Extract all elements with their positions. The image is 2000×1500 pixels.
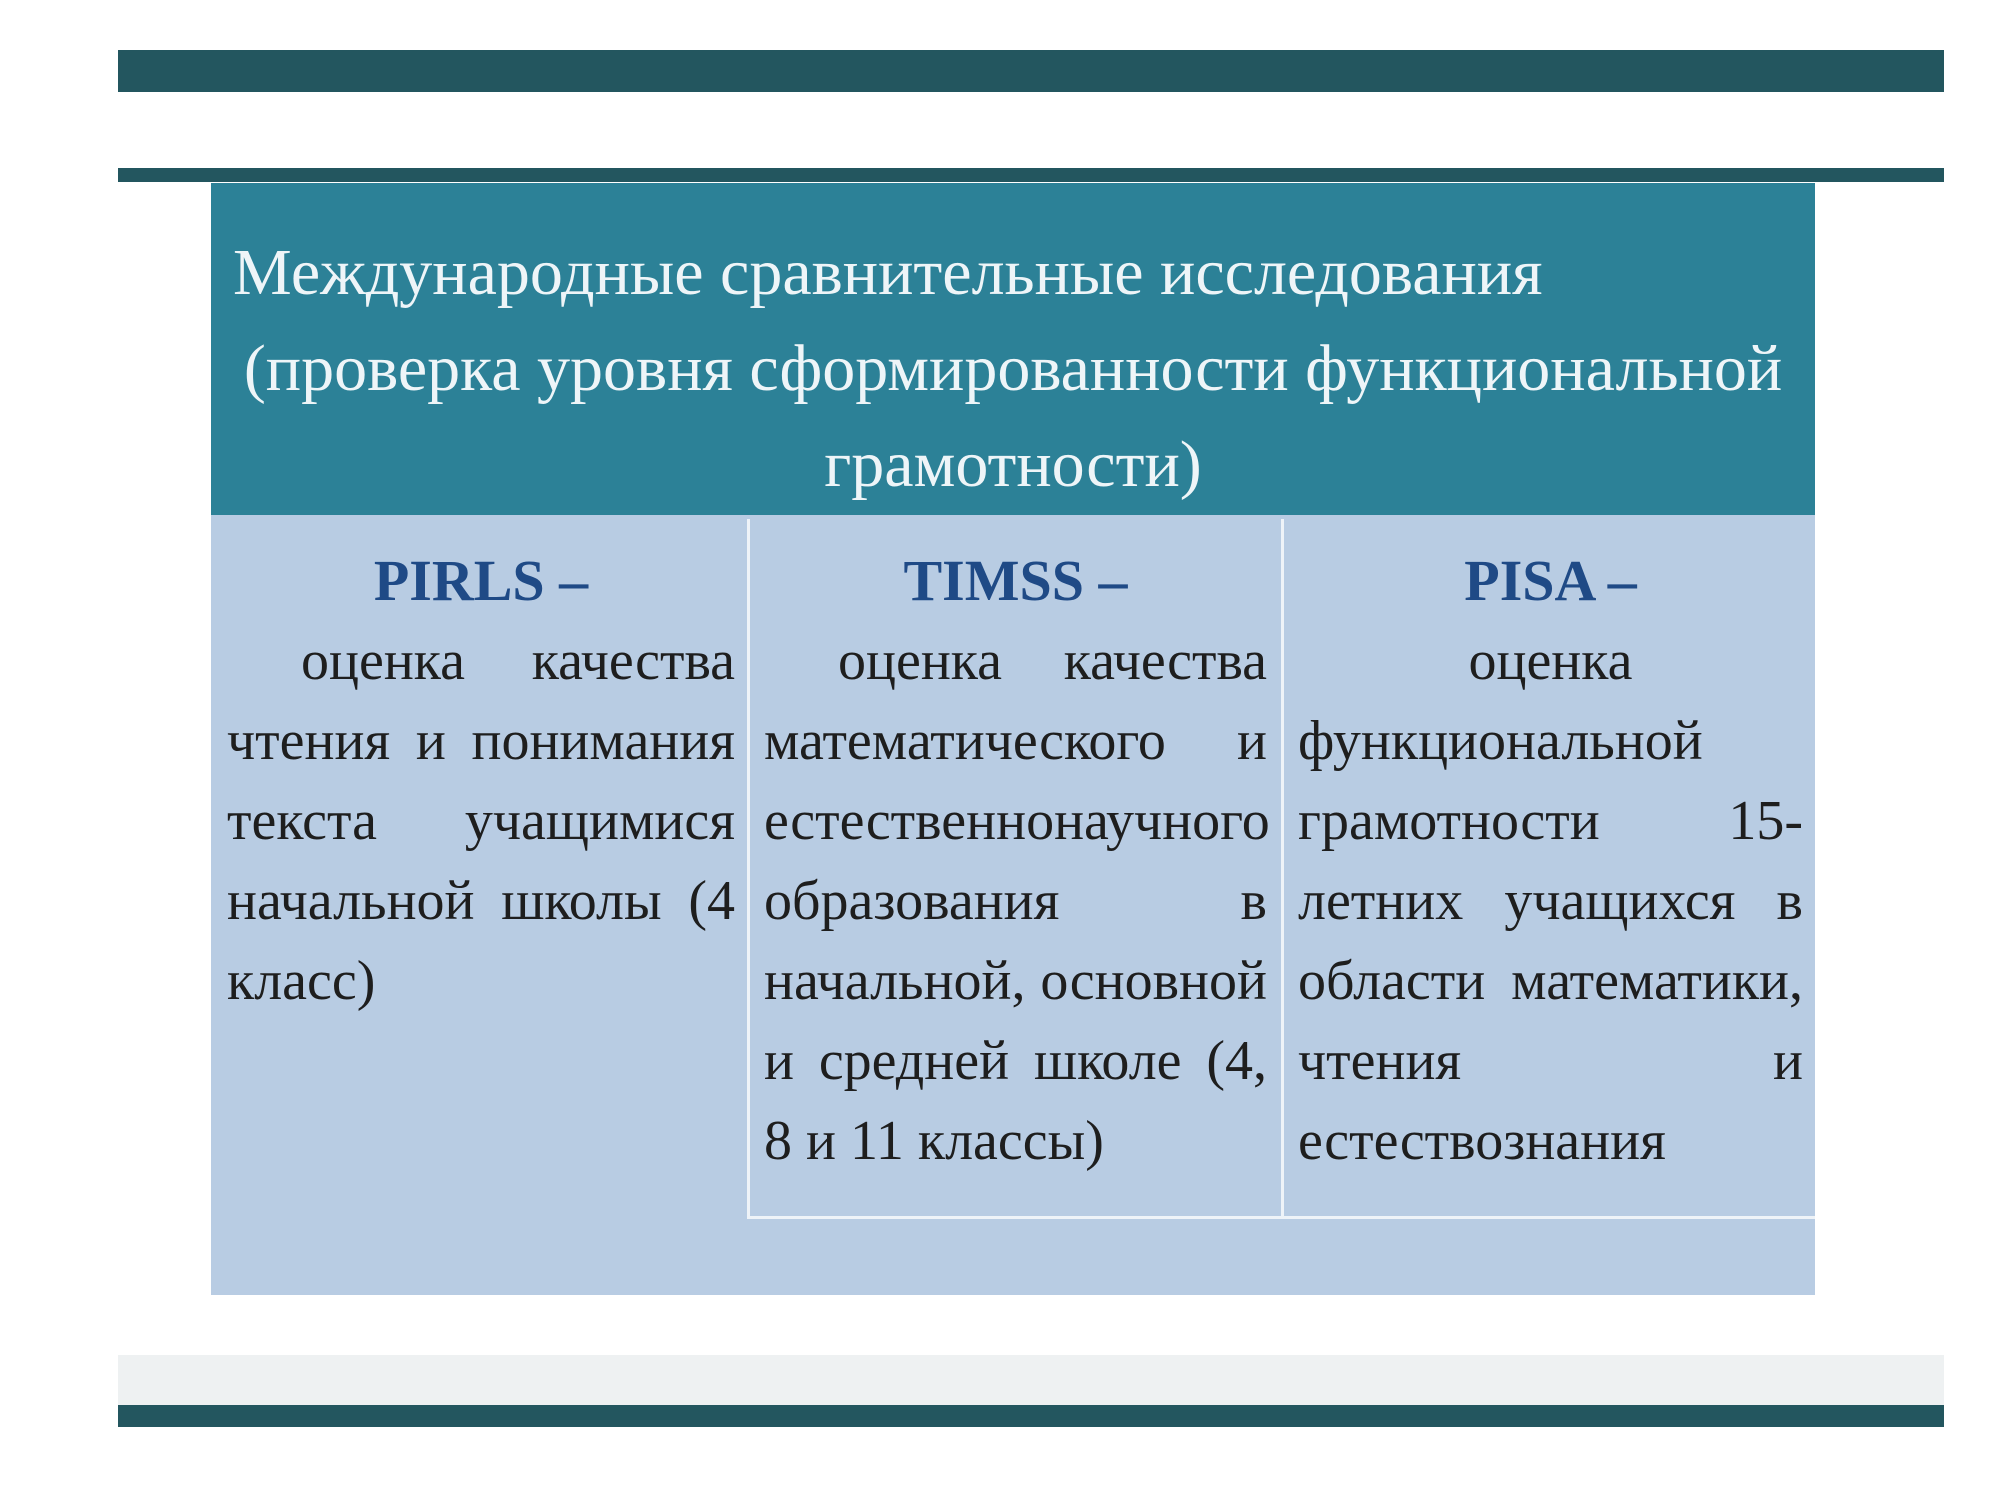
- column-timss: [747, 519, 1279, 1219]
- column-pirls: [211, 519, 745, 1021]
- header-line-2: (проверка уровня сформированности функциональной: [243, 332, 1783, 405]
- column-body-timss: [764, 621, 1270, 1181]
- header-line-3: грамотности): [824, 428, 1202, 501]
- bottom-accent-bar: [118, 1405, 1944, 1427]
- bottom-light-band: [118, 1355, 1944, 1405]
- column-text-pirls: оценка качества чтения и понимания текста учащимися начальной школы (4 класс): [227, 630, 735, 1012]
- column-lead-pisa: оценка: [1468, 630, 1633, 692]
- column-text-timss: оценка качества математического и естественнонаучного образования в начальной, основной и средней школе (4, 8 и 11 классы): [764, 630, 1270, 1172]
- column-title-timss: TIMSS –: [903, 548, 1128, 613]
- column-pisa: [1281, 519, 1815, 1219]
- header-line-1: Международные сравнительные исследования: [233, 236, 1543, 309]
- column-title-pisa: PISA –: [1464, 548, 1637, 613]
- column-title-pirls: PIRLS –: [373, 548, 589, 613]
- table-bottom-gridline: [747, 1216, 1815, 1219]
- top-thin-bar: [118, 168, 1944, 182]
- column-body-pirls: [227, 621, 735, 1021]
- top-accent-bar: [118, 50, 1944, 92]
- table-header: [211, 183, 1815, 515]
- column-text-pisa: функциональной грамотности 15-летних учащихся в области математики, чтения и естествознания: [1298, 710, 1803, 1172]
- column-body-pisa: [1298, 621, 1803, 1181]
- comparison-table: [211, 183, 1815, 1295]
